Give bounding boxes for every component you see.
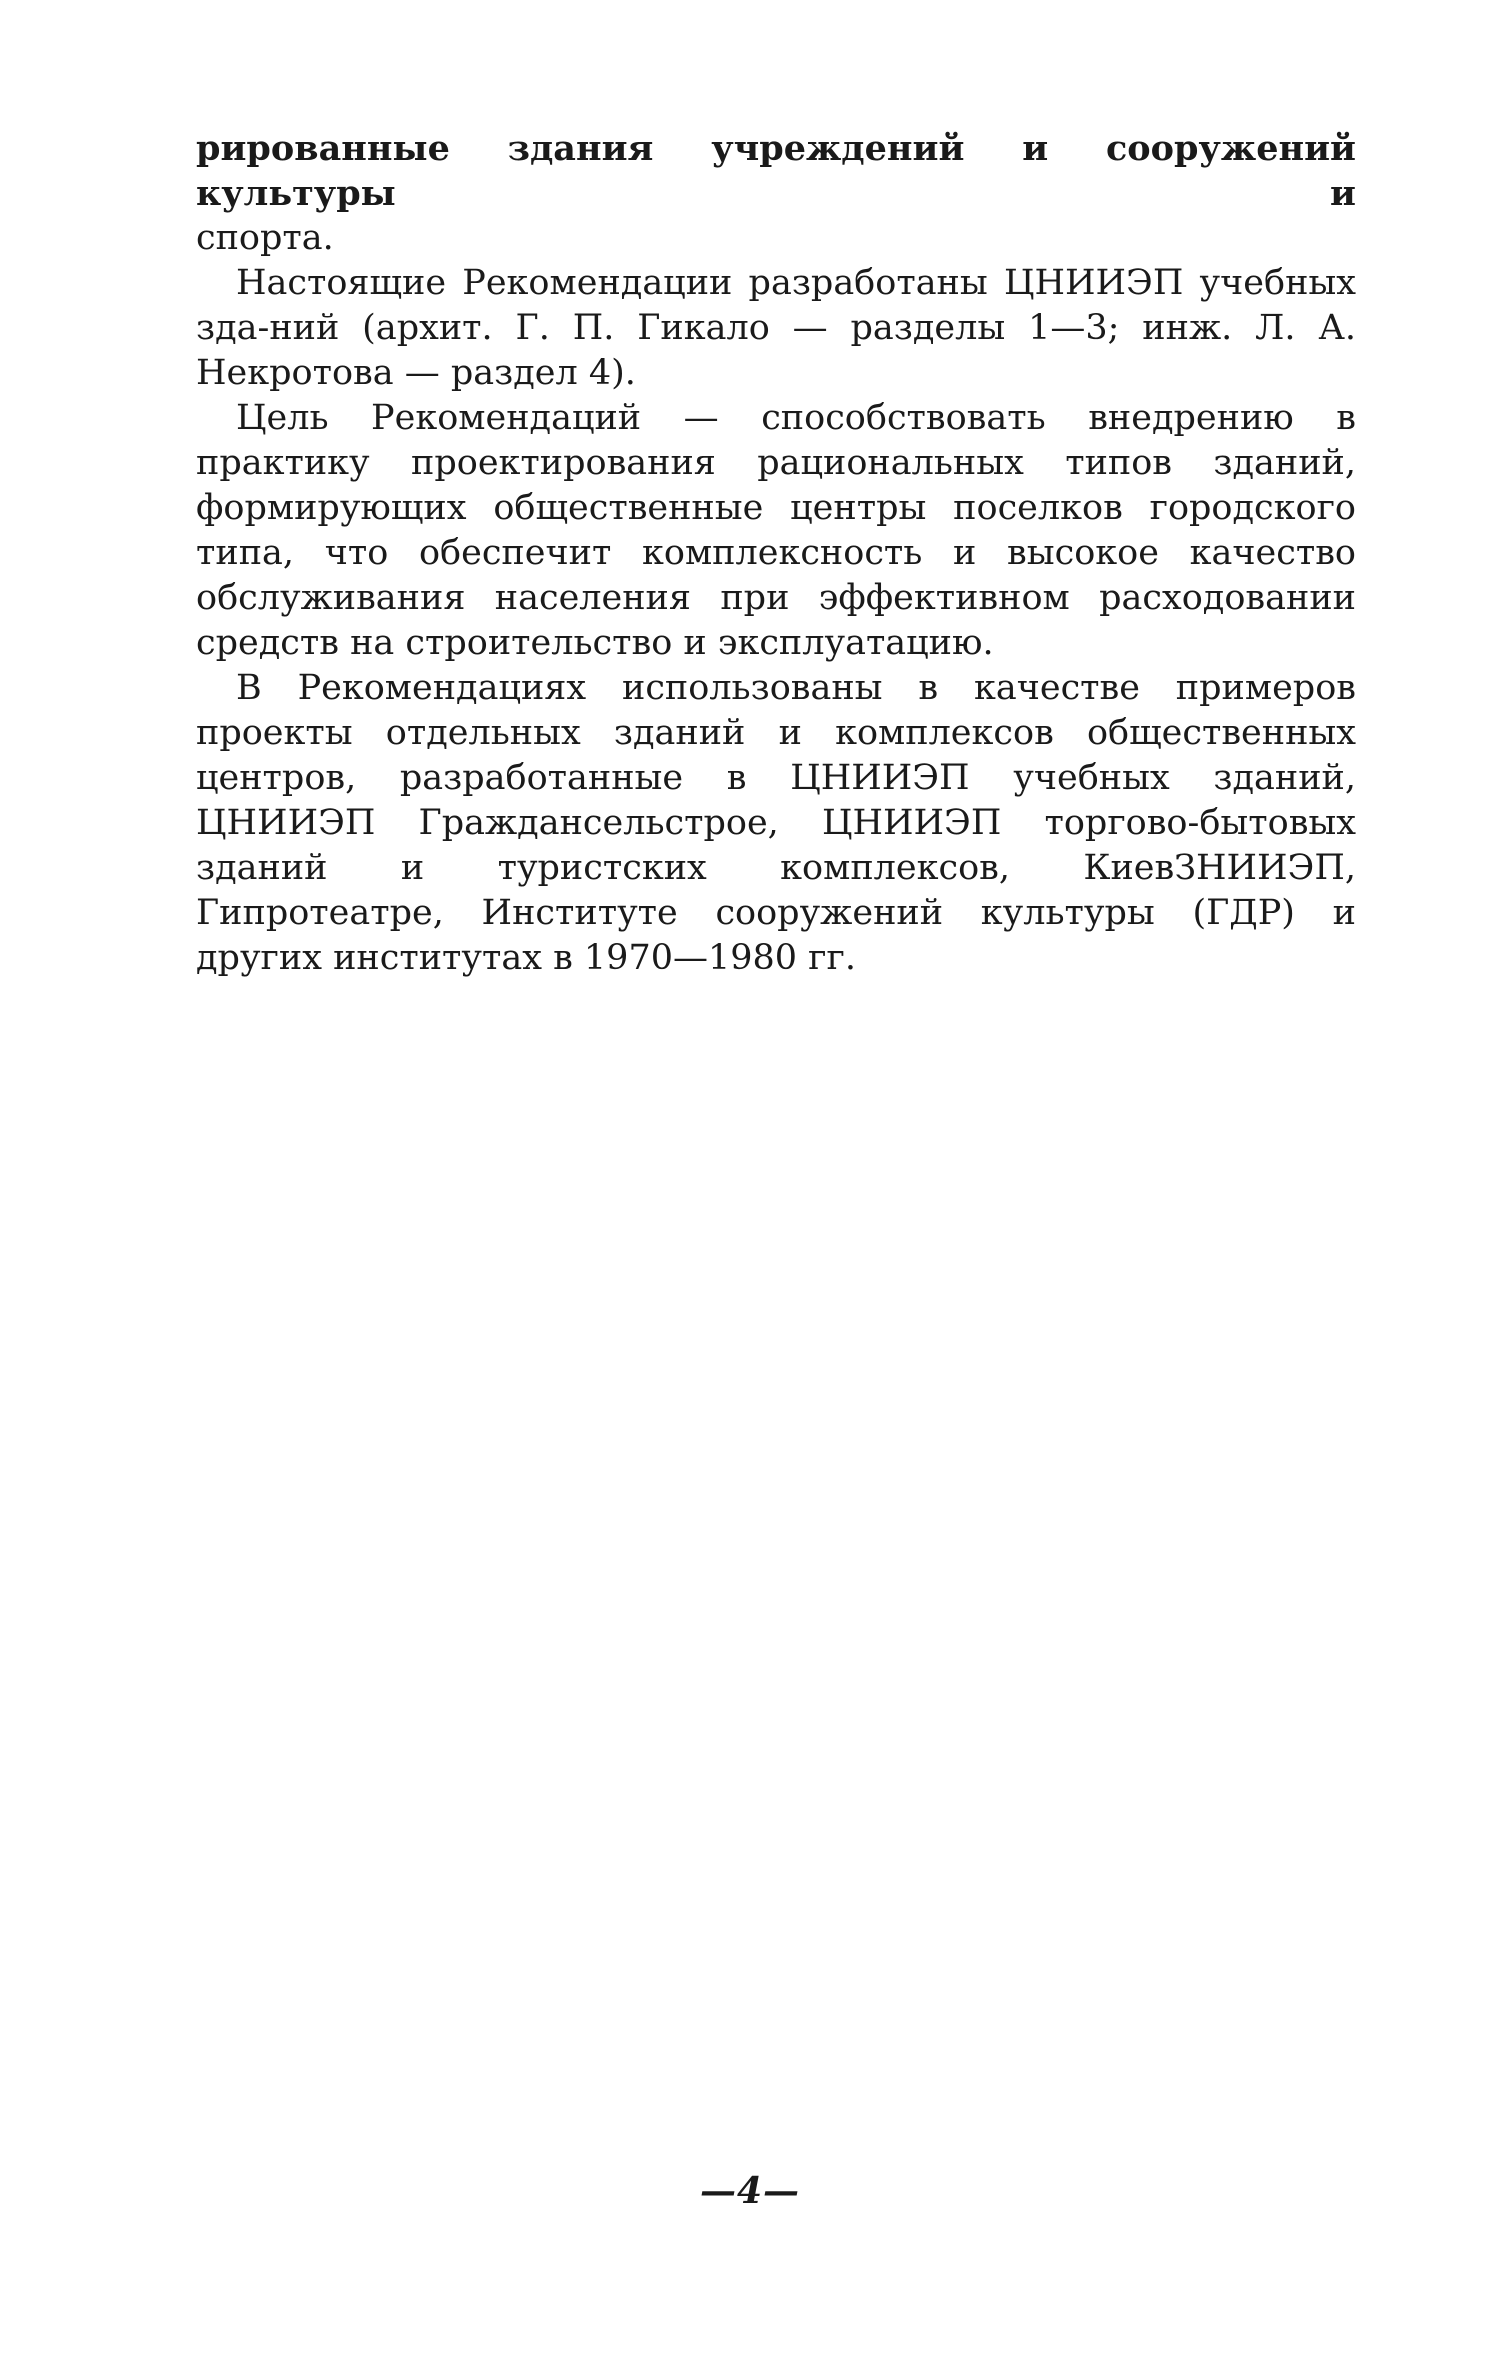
page-number: —4—	[699, 2170, 801, 2212]
body-text	[196, 126, 1356, 981]
paragraph-examples: В Рекомендациях использованы в качестве примеров проекты отдельных зданий и комплексов общественных центров, разработанные в ЦНИИЭП учебных зданий, ЦНИИЭП Граждансельстрое, ЦНИИЭП торгово-бытовых зданий и туристских комплексов, КиевЗНИИЭП, Гипротеатре, Институте сооружений культуры (ГДР) и других институтах в 1970—1980 гг.	[196, 668, 1356, 978]
continued-text-end: спорта.	[196, 218, 334, 258]
continued-text-line: рированные здания учреждений и сооружений культуры и	[196, 128, 1356, 214]
paragraph-authors: Настоящие Рекомендации разработаны ЦНИИЭП учебных зда-ний (архит. Г. П. Гикало — разделы 1—3; инж. Л. А. Некротова — раздел 4).	[196, 263, 1356, 393]
paragraph-purpose: Цель Рекомендаций — способствовать внедрению в практику проектирования рациональных типов зданий, формирующих общественные центры поселков городского типа, что обеспечит комплексность и высокое качество обслуживания населения при эффективном расходовании средств на строительство и эксплуатацию.	[196, 398, 1356, 663]
